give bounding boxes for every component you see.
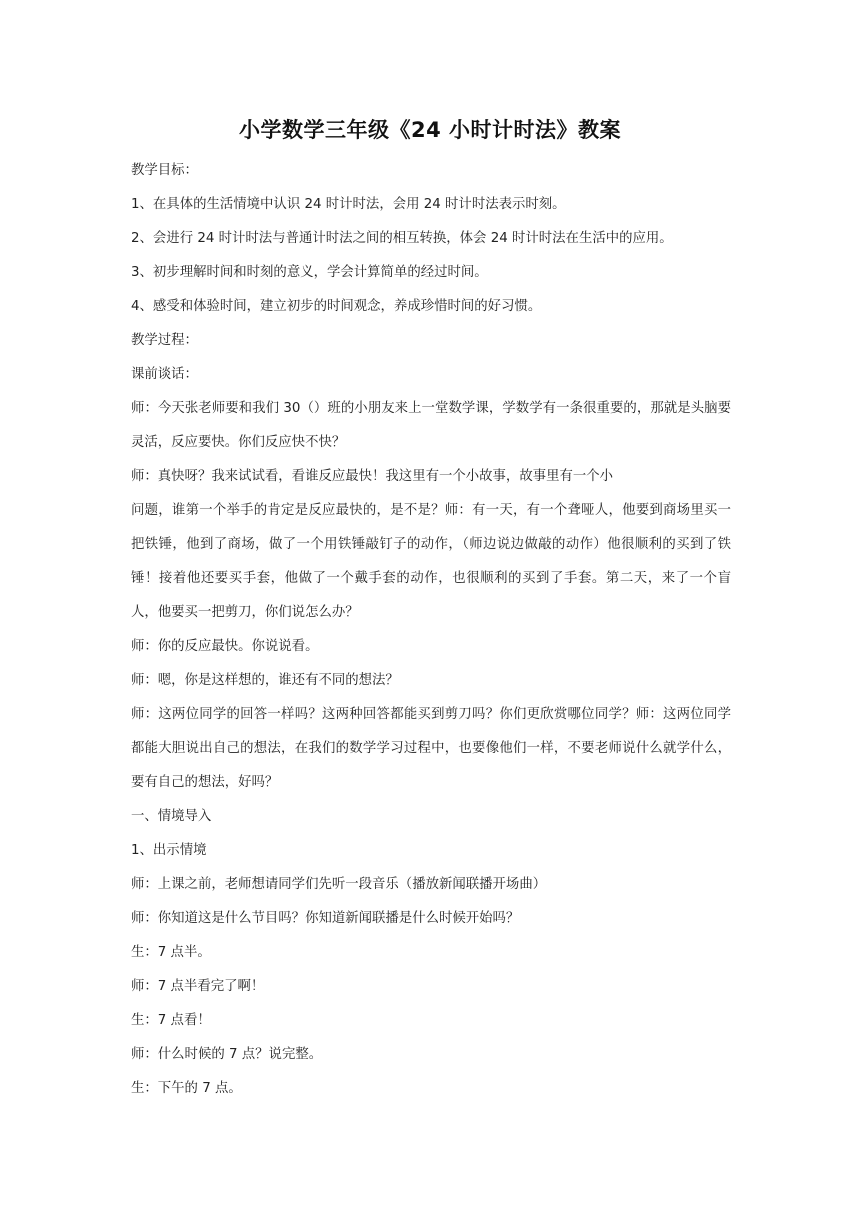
paragraph: 师：这两位同学的回答一样吗？这两种回答都能买到剪刀吗？你们更欣赏哪位同学？师：这两位同学都能大胆说出自己的想法，在我们的数学学习过程中，也要像他们一样，不要老师说什么就学什么，要有自己的想法，好吗？ <box>131 707 731 790</box>
paragraph: 师：什么时候的 7 点？说完整。 <box>131 1047 323 1062</box>
paragraph: 2、会进行 24 时计时法与普通计时法之间的相互转换，体会 24 时计时法在生活中的应用。 <box>131 231 673 246</box>
document-body <box>131 154 731 1106</box>
paragraph: 课前谈话： <box>131 367 198 382</box>
paragraph: 生：下午的 7 点。 <box>131 1081 242 1096</box>
paragraph: 1、出示情境 <box>131 843 207 858</box>
paragraph: 3、初步理解时间和时刻的意义，学会计算简单的经过时间。 <box>131 265 488 280</box>
paragraph: 教学目标： <box>131 163 198 178</box>
document-title: 小学数学三年级《24 小时计时法》教案 <box>238 118 622 142</box>
paragraph: 师：今天张老师要和我们 30（）班的小朋友来上一堂数学课，学数学有一条很重要的，那就是头脑要灵活，反应要快。你们反应快不快？ <box>131 401 731 450</box>
paragraph: 问题，谁第一个举手的肯定是反应最快的，是不是？师：有一天，有一个聋哑人，他要到商场里买一把铁锤，他到了商场，做了一个用铁锤敲钉子的动作，（师边说边做敲的动作）他很顺利的买到了铁锤！接着他还要买手套，他做了一个戴手套的动作，也很顺利的买到了手套。第二天，来了一个盲人，他要买一把剪刀，你们说怎么办？ <box>131 503 731 620</box>
paragraph: 生：7 点看！ <box>131 1013 211 1028</box>
paragraph: 师：你知道这是什么节目吗？你知道新闻联播是什么时候开始吗？ <box>131 911 520 926</box>
paragraph: 师：上课之前，老师想请同学们先听一段音乐（播放新闻联播开场曲） <box>131 877 547 892</box>
paragraph: 师：你的反应最快。你说说看。 <box>131 639 319 654</box>
paragraph: 师：7 点半看完了啊！ <box>131 979 265 994</box>
paragraph: 1、在具体的生活情境中认识 24 时计时法，会用 24 时计时法表示时刻。 <box>131 197 566 212</box>
paragraph: 师：嗯，你是这样想的，谁还有不同的想法？ <box>131 673 399 688</box>
paragraph: 4、感受和体验时间，建立初步的时间观念，养成珍惜时间的好习惯。 <box>131 299 542 314</box>
paragraph: 教学过程： <box>131 333 198 348</box>
paragraph: 师：真快呀？我来试试看，看谁反应最快！我这里有一个小故事，故事里有一个小 <box>131 469 614 484</box>
paragraph: 一、情境导入 <box>131 809 212 824</box>
paragraph: 生：7 点半。 <box>131 945 211 960</box>
